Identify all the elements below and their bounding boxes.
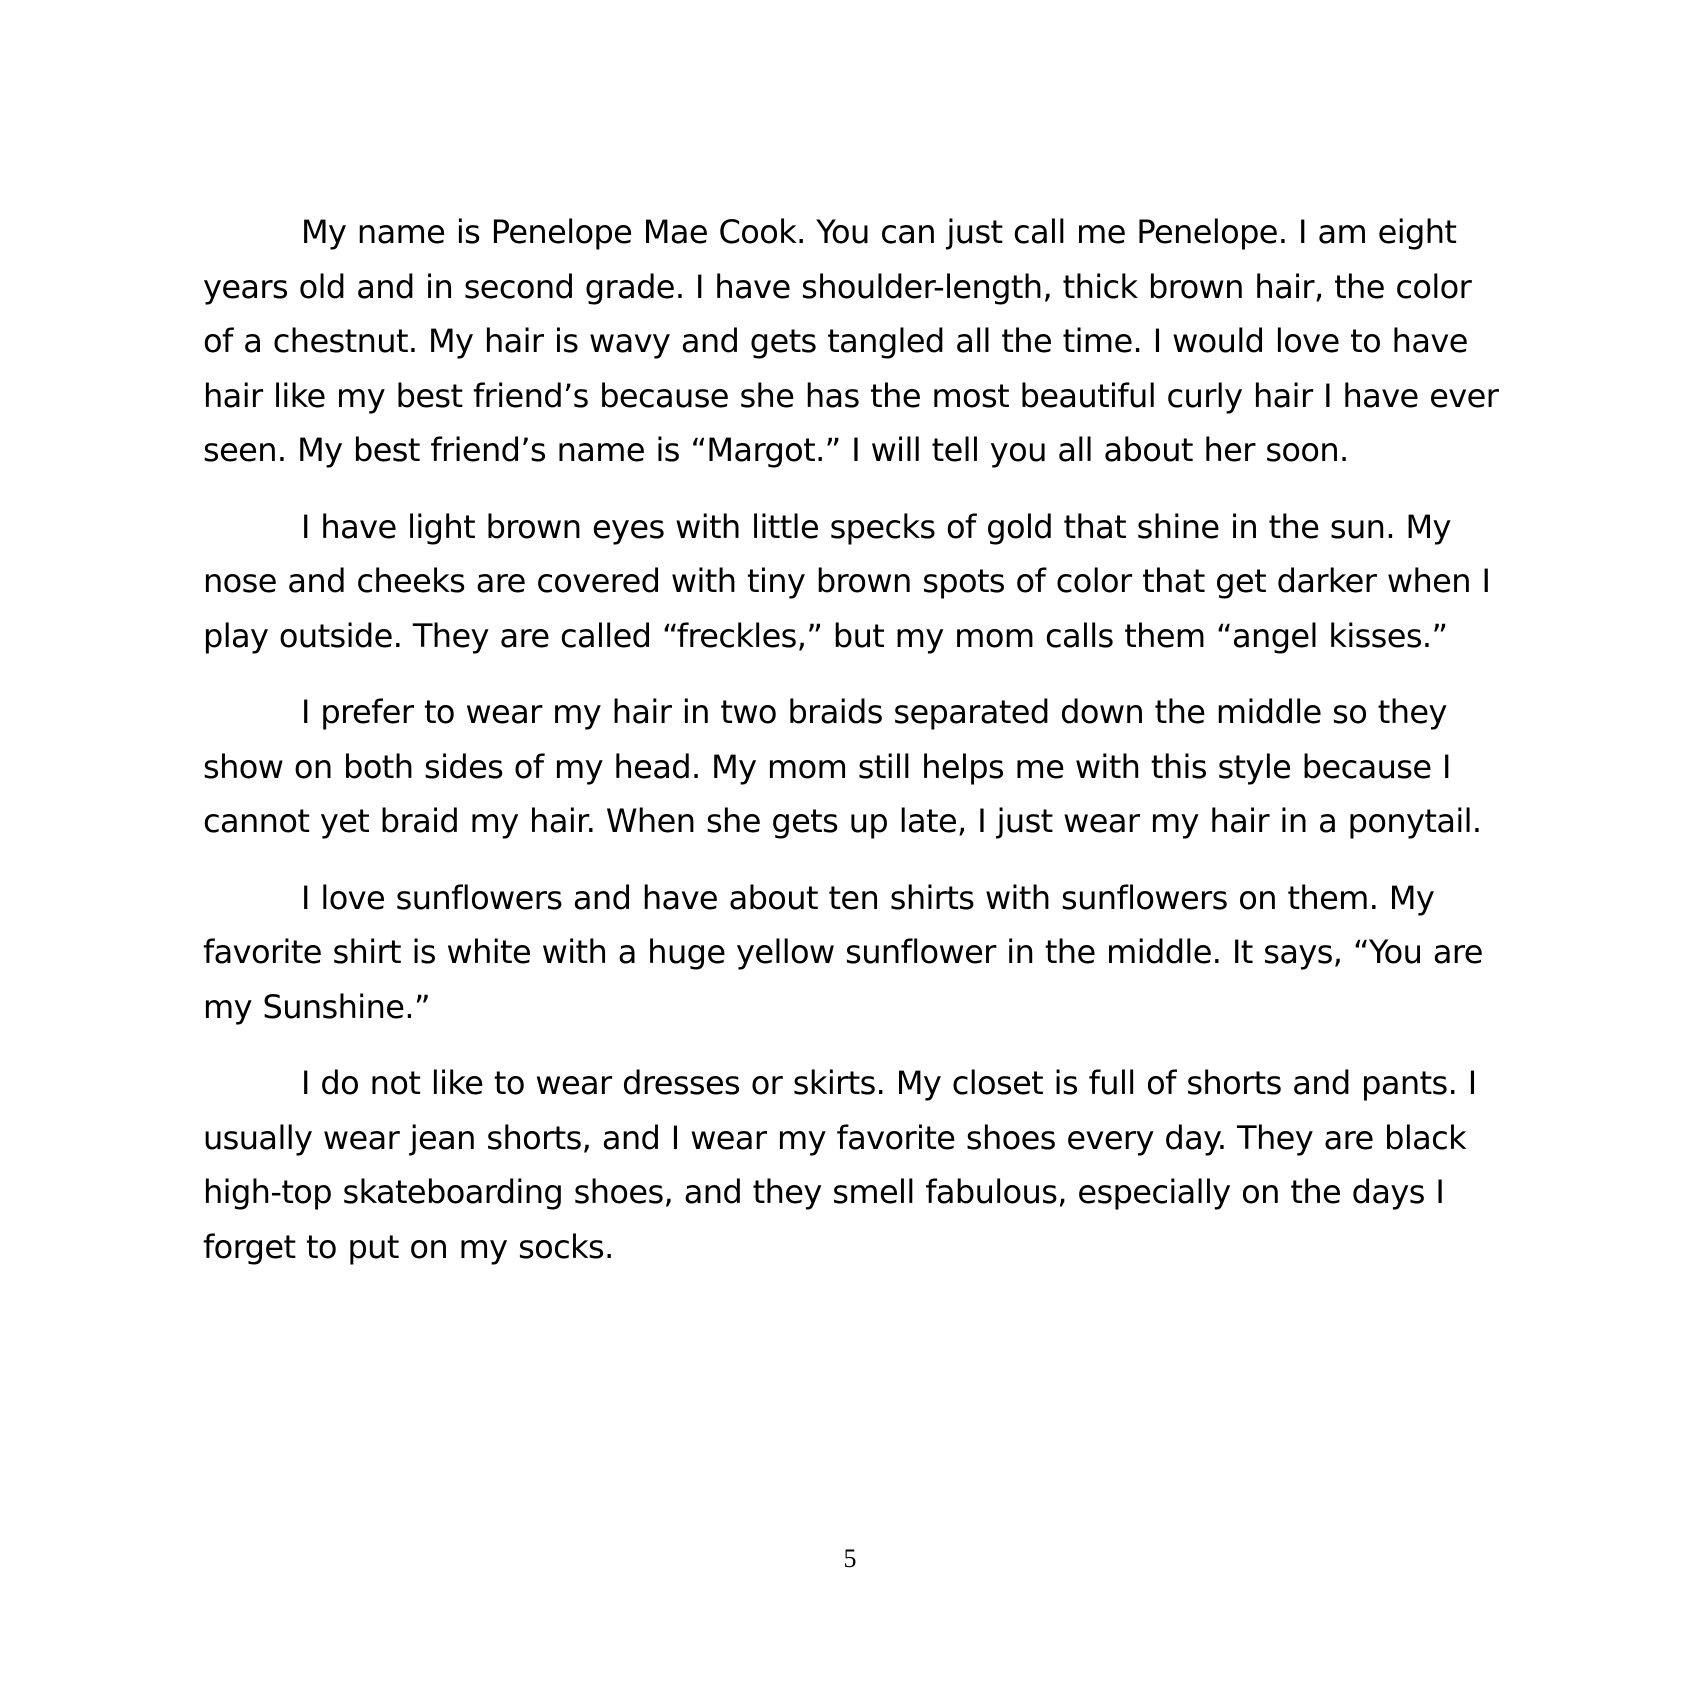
paragraph-1: My name is Penelope Mae Cook. You can just call me Penelope. I am eight years old and in second grade. I have shoulder-length, thick brown hair, the color of a chestnut. My hair is wavy and gets tangled all the time. I would love to have hair like my best friend’s because she has the most beautiful curly hair I have ever seen. My best friend’s name is “Margot.” I will tell you all about her soon. bbox=[203, 213, 1499, 469]
paragraph-2: I have light brown eyes with little specks of gold that shine in the sun. My nose and cheeks are covered with tiny brown spots of color that get darker when I play outside. They are called “freckles,” but my mom calls them “angel kisses.” bbox=[203, 507, 1491, 655]
paragraph-5: I do not like to wear dresses or skirts. My closet is full of shorts and pants. I usually wear jean shorts, and I wear my favorite shoes every day. They are black high-top skateboarding shoes, and they smell fabulous, especially on the days I forget to put on my socks. bbox=[203, 1064, 1477, 1266]
story-body bbox=[203, 205, 1503, 1296]
page-number: 5 bbox=[843, 1544, 857, 1573]
paragraph-3: I prefer to wear my hair in two braids separated down the middle so they show on both sides of my head. My mom still helps me with this style because I cannot yet braid my hair. When she gets up late, I just wear my hair in a ponytail. bbox=[203, 693, 1482, 840]
paragraph-4: I love sunflowers and have about ten shirts with sunflowers on them. My favorite shirt is white with a huge yellow sunflower in the middle. It says, “You are my Sunshine.” bbox=[203, 878, 1483, 1026]
